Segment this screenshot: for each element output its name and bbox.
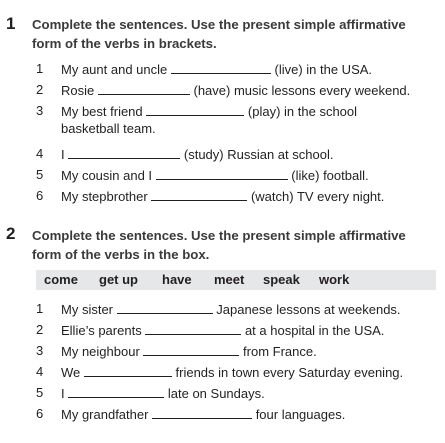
item-number: 3	[36, 103, 44, 118]
item-text-after: Japanese lessons at weekends.	[216, 302, 401, 317]
item-text-continued: basketball team.	[61, 121, 156, 136]
item-text-before: My sister	[61, 302, 113, 317]
word-box-word: speak	[263, 272, 300, 287]
item-text-before: My neighbour	[61, 344, 140, 359]
item-text-before: My best friend	[61, 104, 143, 119]
exercise-1-instruction-line1: Complete the sentences. Use the present simple affirmative	[32, 17, 406, 32]
answer-blank[interactable]	[171, 60, 271, 74]
item-number: 5	[36, 385, 44, 400]
answer-blank[interactable]	[145, 321, 241, 335]
item-number: 1	[36, 61, 44, 76]
item-text-after: (study) Russian at school.	[183, 147, 334, 162]
answer-blank[interactable]	[84, 363, 172, 377]
item-text-before: I	[61, 386, 65, 401]
word-box-word: come	[44, 272, 78, 287]
exercise-1-number: 1	[6, 14, 16, 33]
answer-blank[interactable]	[146, 102, 244, 116]
item-number: 5	[36, 167, 44, 182]
answer-blank[interactable]	[68, 384, 164, 398]
item-text-before: Ellie’s parents	[61, 323, 142, 338]
item-text-before: My aunt and uncle	[61, 62, 168, 77]
exercise-2-instruction	[32, 226, 437, 264]
item-text-after: (watch) TV every night.	[250, 189, 385, 204]
item-text-after: (live) in the USA.	[274, 62, 373, 77]
word-box-word: meet	[214, 272, 245, 287]
item-text-before: My cousin and I	[61, 168, 153, 183]
item-text-before: Rosie	[61, 83, 95, 98]
word-box-word: work	[319, 272, 350, 287]
answer-blank[interactable]	[98, 81, 190, 95]
item-text-after: late on Sundays.	[167, 386, 265, 401]
exercise-1-instruction	[32, 15, 437, 53]
item-number: 4	[36, 146, 44, 161]
exercise-2-instruction-line1: Complete the sentences. Use the present simple affirmative	[32, 228, 406, 243]
item-text-after: (like) football.	[291, 168, 369, 183]
item-number: 2	[36, 82, 44, 97]
answer-blank[interactable]	[117, 300, 213, 314]
exercise-2-number: 2	[6, 224, 16, 243]
item-text-after: four languages.	[255, 407, 346, 422]
item-text-after: (have) music lessons every weekend.	[193, 83, 411, 98]
item-number: 6	[36, 406, 44, 421]
item-text-before: I	[61, 147, 65, 162]
answer-blank[interactable]	[68, 145, 180, 159]
item-number: 1	[36, 301, 44, 316]
answer-blank[interactable]	[143, 342, 239, 356]
item-number: 6	[36, 188, 44, 203]
word-box-word: have	[162, 272, 192, 287]
item-text-after: (play) in the school	[247, 104, 358, 119]
exercise-2-instruction-line2: form of the verbs in the box.	[32, 247, 210, 262]
word-box-word: get up	[99, 272, 138, 287]
answer-blank[interactable]	[152, 405, 252, 419]
item-number: 3	[36, 343, 44, 358]
word-box	[36, 270, 436, 290]
item-text-after: at a hospital in the USA.	[244, 323, 385, 338]
answer-blank[interactable]	[151, 187, 247, 201]
item-number: 2	[36, 322, 44, 337]
answer-blank[interactable]	[156, 166, 288, 180]
exercise-1-instruction-line2: form of the verbs in brackets.	[32, 36, 217, 51]
item-text-after: friends in town every Saturday evening.	[175, 365, 404, 380]
item-number: 4	[36, 364, 44, 379]
item-text-after: from France.	[243, 344, 317, 359]
item-text-before: We	[61, 365, 81, 380]
item-text-before: My grandfather	[61, 407, 149, 422]
item-text-before: My stepbrother	[61, 189, 148, 204]
